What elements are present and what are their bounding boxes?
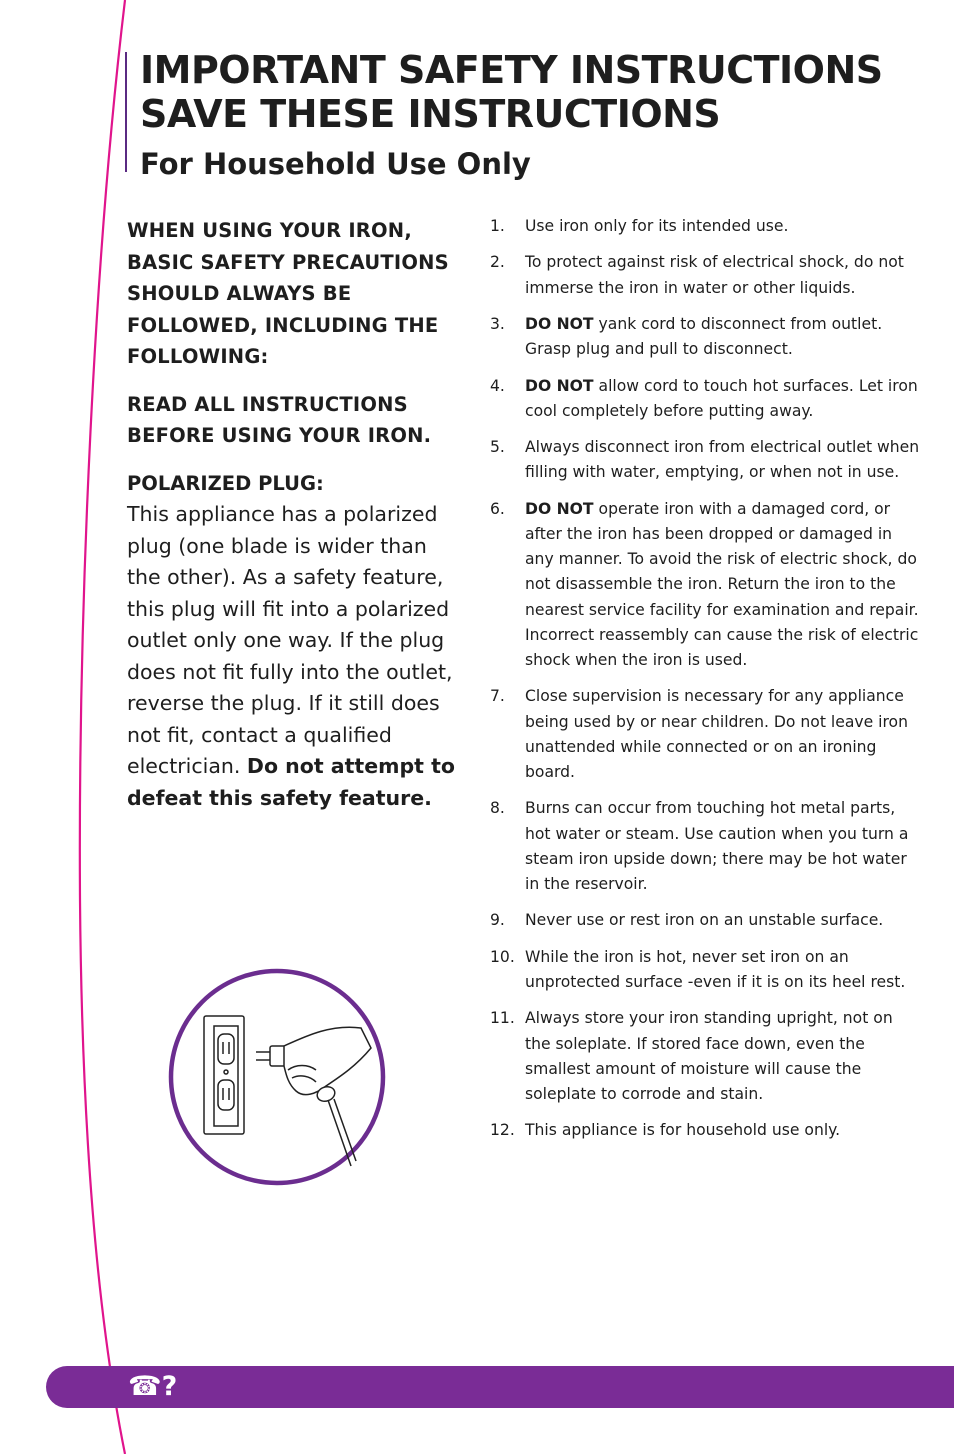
item-text bbox=[525, 250, 920, 300]
instruction-item bbox=[490, 214, 920, 239]
item-number: 10. bbox=[490, 947, 515, 966]
polarized-plug-section bbox=[127, 468, 457, 815]
item-body: This appliance is for household use only. bbox=[525, 1121, 841, 1140]
page-title-line2: SAVE THESE INSTRUCTIONS bbox=[140, 92, 721, 136]
item-text bbox=[525, 1006, 920, 1107]
instruction-item bbox=[490, 312, 920, 362]
page-subtitle: For Household Use Only bbox=[140, 147, 531, 181]
polarized-plug-body: This appliance has a polarized plug (one blade is wider than the other). As a safety feature, this plug will fit into a polarized outlet only one way. If the plug does not fit fully into the outlet, reverse the plug. If it still does not fit, contact a qualified electrician. bbox=[127, 502, 453, 778]
instruction-item bbox=[490, 497, 920, 673]
item-number: 2. bbox=[490, 253, 505, 272]
page-header bbox=[140, 48, 883, 184]
item-text bbox=[525, 945, 920, 995]
item-body: Burns can occur from touching hot metal parts, hot water or steam. Use caution when you turn a steam iron upside down; there may be hot water in the reservoir. bbox=[525, 799, 909, 893]
item-number: 1. bbox=[490, 217, 505, 235]
page-title-line1: IMPORTANT SAFETY INSTRUCTIONS bbox=[140, 48, 883, 92]
item-text bbox=[525, 497, 920, 673]
item-body: To protect against risk of electrical shock, do not immerse the iron in water or other liquids. bbox=[525, 253, 904, 297]
item-number: 6. bbox=[490, 499, 505, 518]
item-body: Always store your iron standing upright, not on the soleplate. If stored face down, even the smallest amount of moisture will cause the soleplate to corrode and stain. bbox=[525, 1009, 893, 1103]
polarized-plug-warning: Do not attempt to defeat this safety feature. bbox=[127, 754, 455, 810]
item-number: 3. bbox=[490, 314, 505, 333]
item-number: 12. bbox=[490, 1121, 515, 1140]
item-text bbox=[525, 908, 920, 933]
instruction-item bbox=[490, 1006, 920, 1107]
item-body: Use iron only for its intended use. bbox=[525, 217, 789, 235]
item-text bbox=[525, 435, 920, 485]
item-number: 9. bbox=[490, 911, 505, 930]
telephone-icon: ☎? bbox=[128, 1371, 178, 1402]
item-body: allow cord to touch hot surfaces. Let iron cool completely before putting away. bbox=[525, 376, 918, 420]
item-number: 8. bbox=[490, 799, 505, 818]
item-bold: DO NOT bbox=[525, 499, 594, 518]
instruction-item bbox=[490, 908, 920, 933]
instruction-item bbox=[490, 435, 920, 485]
numbered-instructions bbox=[490, 214, 920, 1155]
item-bold: DO NOT bbox=[525, 314, 594, 333]
item-text bbox=[525, 796, 920, 897]
left-column bbox=[127, 215, 457, 814]
footer-bar bbox=[46, 1366, 954, 1408]
item-body: operate iron with a damaged cord, or after the iron has been dropped or damaged in any manner. To avoid the risk of electric shock, do not disassemble the iron. Return the iron to the nearest service facility for examination and repair. Incorrect reassembly can cause the risk of electric shock when the iron is used. bbox=[525, 499, 919, 669]
instruction-item bbox=[490, 250, 920, 300]
item-text bbox=[525, 1118, 920, 1143]
outlet-plug-illustration bbox=[166, 966, 388, 1188]
item-text bbox=[525, 374, 920, 424]
item-body: While the iron is hot, never set iron on an unprotected surface -even if it is on its heel rest. bbox=[525, 947, 906, 991]
item-bold: DO NOT bbox=[525, 376, 594, 395]
instruction-item bbox=[490, 1118, 920, 1143]
item-number: 4. bbox=[490, 376, 505, 395]
item-body: Close supervision is necessary for any appliance being used by or near children. Do not leave iron unattended while connected or on an ironing board. bbox=[525, 687, 908, 781]
intro-heading: WHEN USING YOUR IRON, BASIC SAFETY PRECAUTIONS SHOULD ALWAYS BE FOLLOWED, INCLUDING THE FOLLOWING: bbox=[127, 219, 449, 368]
title-rule bbox=[125, 52, 127, 172]
item-text bbox=[525, 312, 920, 362]
item-text bbox=[525, 684, 920, 785]
item-body: yank cord to disconnect from outlet. Grasp plug and pull to disconnect. bbox=[525, 314, 883, 359]
instruction-item bbox=[490, 945, 920, 995]
instruction-item bbox=[490, 796, 920, 897]
item-body: Always disconnect iron from electrical outlet when filling with water, emptying, or when not in use. bbox=[525, 438, 920, 482]
item-text bbox=[525, 214, 920, 239]
polarized-plug-label: POLARIZED PLUG: bbox=[127, 471, 324, 495]
read-all-heading: READ ALL INSTRUCTIONS BEFORE USING YOUR IRON. bbox=[127, 392, 432, 447]
item-number: 7. bbox=[490, 687, 505, 706]
instruction-item bbox=[490, 374, 920, 424]
item-body: Never use or rest iron on an unstable surface. bbox=[525, 911, 884, 930]
item-number: 11. bbox=[490, 1009, 515, 1028]
instruction-item bbox=[490, 684, 920, 785]
polarized-plug-text bbox=[127, 499, 457, 814]
item-number: 5. bbox=[490, 438, 505, 457]
